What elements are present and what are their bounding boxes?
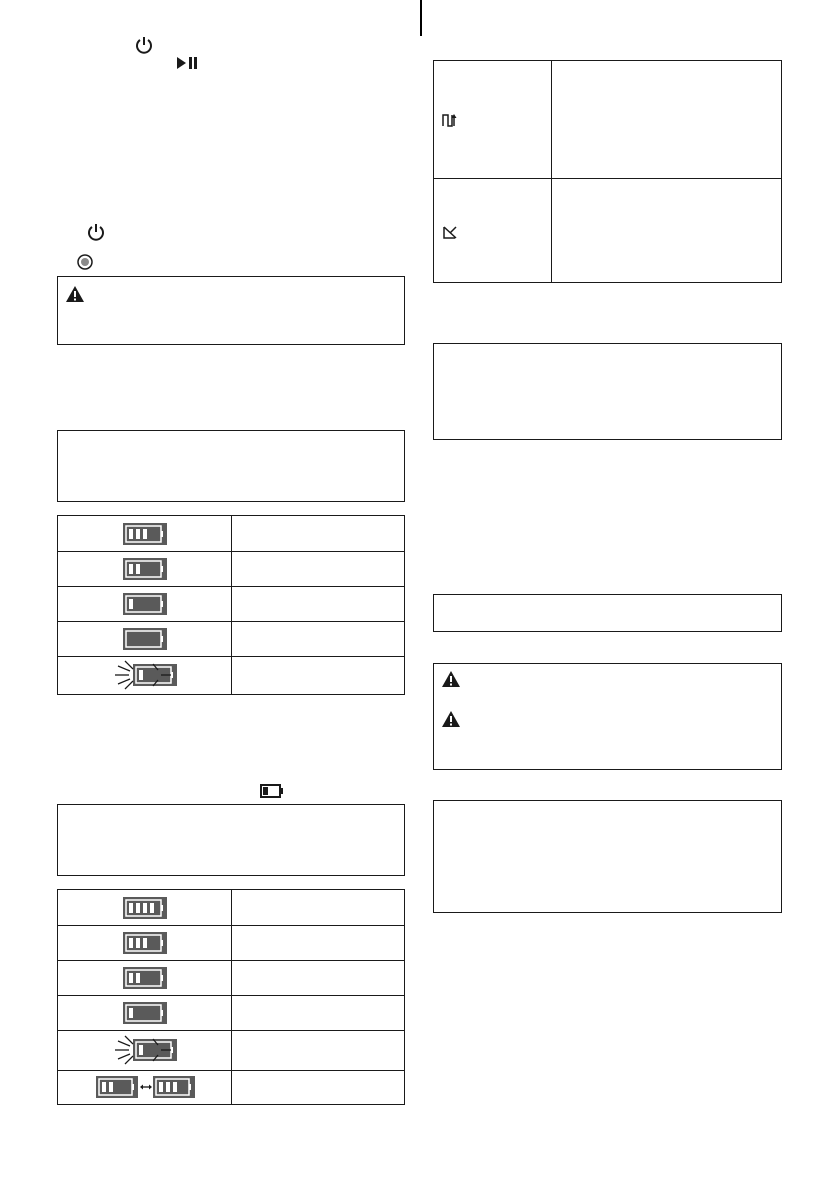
battery-level-0-icon [123, 628, 167, 650]
battery-level-4-icon [123, 897, 167, 919]
battery-level-icon [58, 1070, 231, 1104]
note-box [433, 343, 782, 440]
battery-level-icon [58, 516, 231, 551]
warning-triangle-icon [441, 710, 461, 728]
battery-level-icon [58, 1030, 231, 1070]
warning-triangle-icon [441, 670, 461, 688]
battery-level-3-icon [123, 523, 167, 545]
battery-level-icon [58, 925, 231, 960]
battery-level-icon [58, 995, 231, 1030]
power-icon [134, 35, 154, 55]
power-icon [86, 222, 106, 242]
mute-mode-icon [442, 224, 458, 240]
battery-low-icon [260, 784, 284, 798]
battery-level-1-icon [123, 593, 167, 615]
battery-indicator-table [57, 889, 405, 1105]
play-pause-icon [176, 56, 198, 70]
mode-table [433, 60, 782, 283]
cut-line [420, 0, 422, 36]
battery-level-3-icon [123, 932, 167, 954]
note-box [433, 594, 782, 632]
battery-level-icon [58, 656, 231, 694]
warning-box [57, 276, 405, 345]
battery-level-alternating-icon [95, 1075, 195, 1099]
note-box [57, 430, 405, 502]
warning-triangle-icon [65, 285, 85, 303]
warning-box [433, 663, 782, 770]
battery-level-blink-icon [113, 660, 177, 690]
battery-level-2-icon [123, 558, 167, 580]
battery-level-icon [58, 621, 231, 656]
battery-level-icon [58, 551, 231, 586]
note-box [433, 800, 782, 913]
battery-level-icon [58, 586, 231, 621]
battery-level-2-icon [123, 967, 167, 989]
battery-level-blink-icon [113, 1035, 177, 1065]
pulse-mode-icon [442, 112, 458, 128]
note-box [57, 804, 405, 876]
battery-level-1-icon [123, 1002, 167, 1024]
battery-indicator-table [57, 515, 405, 695]
lamp-indicator-icon [77, 254, 93, 270]
battery-level-icon [58, 960, 231, 995]
battery-level-icon [58, 890, 231, 925]
